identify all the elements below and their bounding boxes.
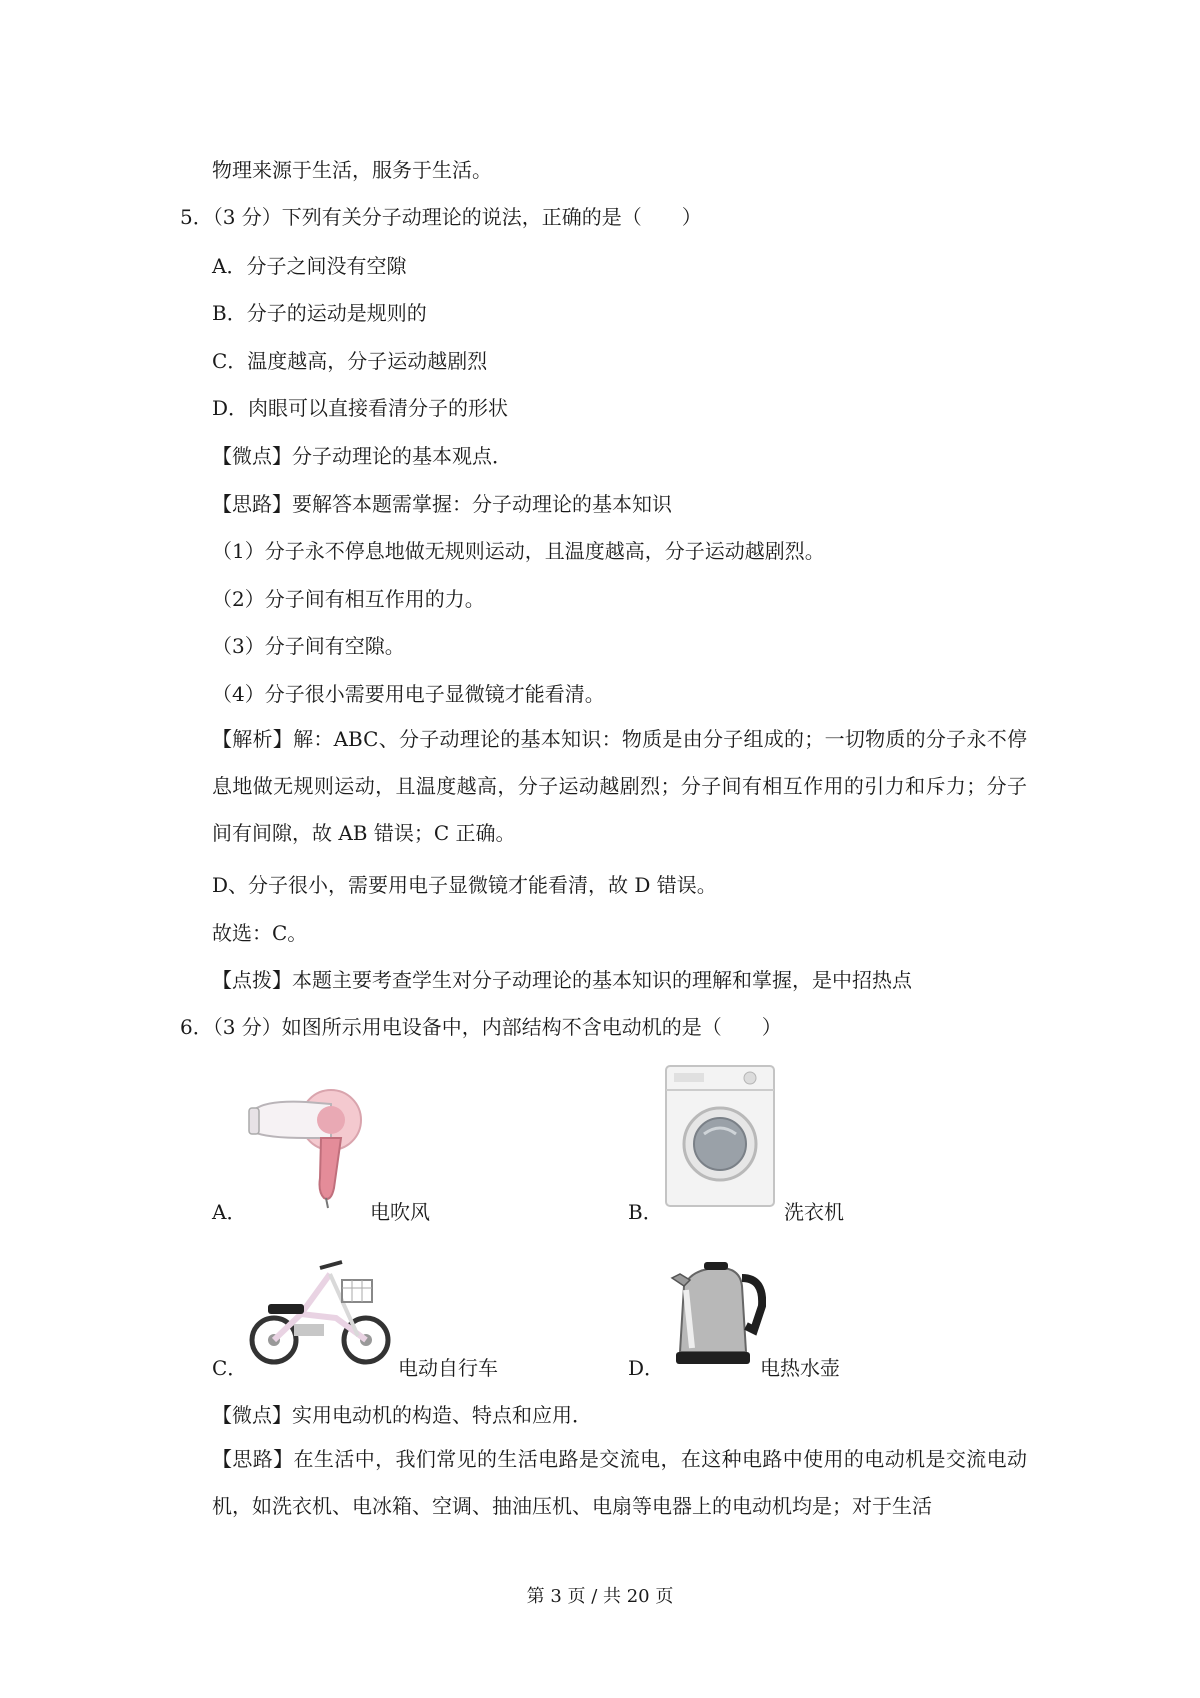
electric-kettle-icon bbox=[670, 1256, 766, 1368]
q6-option-b-letter: B． bbox=[628, 1200, 663, 1224]
q6-option-c-letter: C． bbox=[212, 1356, 248, 1380]
q5-jiexi-d: D、分子很小，需要用电子显微镜才能看清，故 D 错误。 bbox=[212, 873, 717, 897]
page-number: 第 3 页 / 共 20 页 bbox=[526, 1586, 674, 1607]
q6-weidian: 【微点】实用电动机的构造、特点和应用． bbox=[212, 1403, 592, 1427]
washing-machine-icon bbox=[660, 1062, 780, 1210]
q5-option-b: B．分子的运动是规则的 bbox=[212, 301, 427, 325]
q6-option-a-label: 电吹风 bbox=[370, 1200, 430, 1224]
q6-option-d-letter: D． bbox=[628, 1356, 665, 1380]
q5-point-4: （4）分子很小需要用电子显微镜才能看清。 bbox=[212, 682, 605, 706]
q6-option-d-label: 电热水壶 bbox=[760, 1356, 840, 1380]
q5-option-c: C．温度越高，分子运动越剧烈 bbox=[212, 349, 488, 373]
q5-jiexi: 【解析】解：ABC、分子动理论的基本知识：物质是由分子组成的；一切物质的分子永不停息地做无规则运动，且温度越高，分子运动越剧烈；分子间有相互作用的引力和斥力；分子间有间隙，故 AB 错误；C 正确。 bbox=[212, 727, 1027, 845]
q5-weidian: 【微点】分子动理论的基本观点． bbox=[212, 444, 512, 468]
q5-option-d: D．肉眼可以直接看清分子的形状 bbox=[212, 396, 509, 420]
q6-option-c-label: 电动自行车 bbox=[398, 1356, 498, 1380]
q5-silu: 【思路】要解答本题需掌握：分子动理论的基本知识 bbox=[212, 492, 672, 516]
q6-silu: 【思路】在生活中，我们常见的生活电路是交流电，在这种电路中使用的电动机是交流电动机，如洗衣机、电冰箱、空调、抽油压机、电扇等电器上的电动机均是；对于生活 bbox=[212, 1447, 1027, 1518]
q5-answer: 故选：C。 bbox=[212, 921, 308, 945]
hair-dryer-icon bbox=[246, 1080, 366, 1210]
q5-point-2: （2）分子间有相互作用的力。 bbox=[212, 587, 485, 611]
question-5-stem: 5．（3 分）下列有关分子动理论的说法，正确的是（ ） bbox=[180, 205, 702, 229]
intro-line: 物理来源于生活，服务于生活。 bbox=[212, 158, 492, 182]
q5-point-1: （1）分子永不停息地做无规则运动，且温度越高，分子运动越剧烈。 bbox=[212, 539, 825, 563]
q6-option-b-label: 洗衣机 bbox=[784, 1200, 844, 1224]
question-6-stem: 6．（3 分）如图所示用电设备中，内部结构不含电动机的是（ ） bbox=[180, 1015, 782, 1039]
q5-option-a: A．分子之间没有空隙 bbox=[212, 254, 407, 278]
electric-bicycle-icon bbox=[246, 1252, 394, 1370]
q5-point-3: （3）分子间有空隙。 bbox=[212, 634, 405, 658]
q5-dianbo: 【点拨】本题主要考查学生对分子动理论的基本知识的理解和掌握，是中招热点 bbox=[212, 968, 912, 992]
q6-option-a-letter: A． bbox=[212, 1200, 247, 1224]
